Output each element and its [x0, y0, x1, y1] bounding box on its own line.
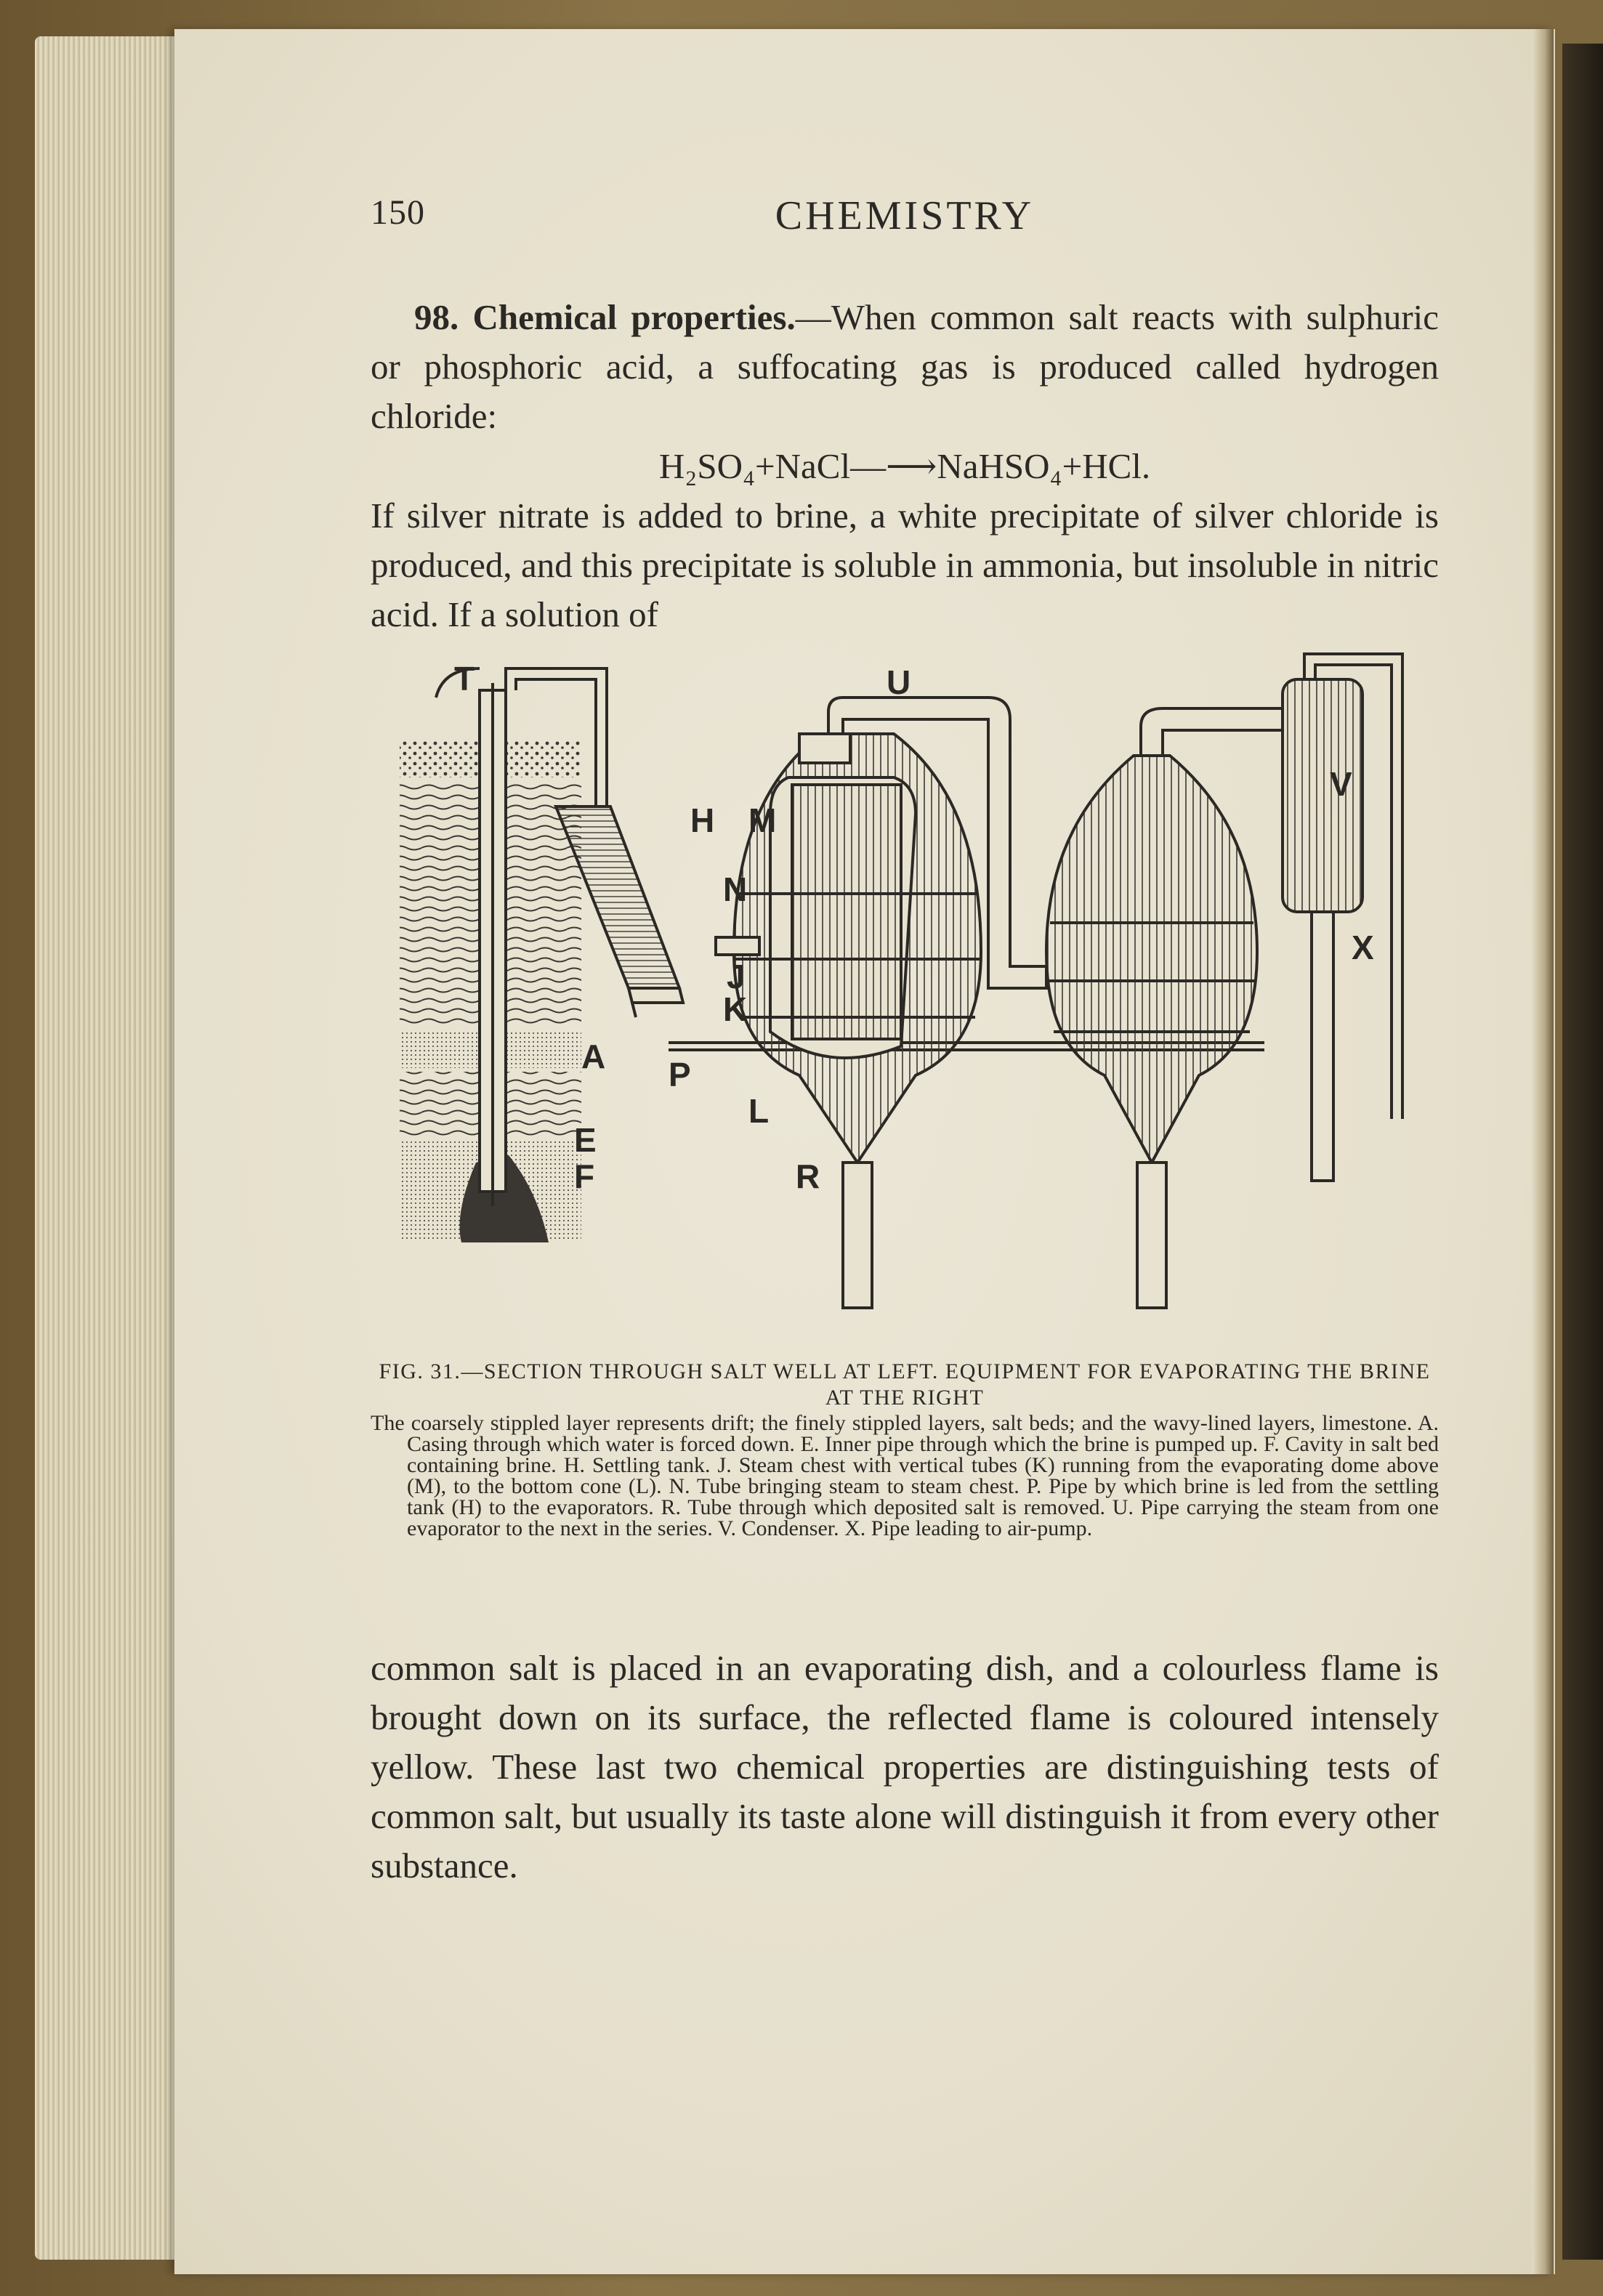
paragraph-silver-nitrate: If silver nitrate is added to brine, a white precipitate of silver chloride is produced, and this precipitate is soluble in ammonia, but insoluble in nitric acid. If a solution of [371, 496, 1439, 634]
label-K: K [723, 990, 748, 1028]
label-E: E [574, 1121, 597, 1159]
label-R: R [796, 1157, 820, 1195]
salt-well-illustration [392, 639, 1424, 1337]
page-header [371, 193, 1439, 243]
label-V: V [1330, 765, 1352, 803]
evaporator-two [1046, 756, 1257, 1308]
section-heading: 98. Chemical properties. [414, 297, 796, 337]
label-J: J [727, 958, 746, 995]
paragraph-flame-test: common salt is placed in an evaporating dish, and a colourless flame is brought down on its surface, the reflected flame is coloured intensely yellow. These last two chemical properties are distinguishing tests of common salt, but usually its taste alone will distinguish it from every other substance. [371, 1648, 1439, 1885]
condenser [1283, 654, 1402, 1181]
label-P: P [669, 1056, 691, 1094]
page-number: 150 [371, 193, 425, 232]
paragraph-chemical-properties [371, 293, 1439, 441]
running-title: CHEMISTRY [775, 193, 1035, 238]
facing-page-edge [1562, 44, 1603, 2260]
chemical-equation: H₂SO₄+NaCl—⟶NaHSO₄+HCl. [658, 446, 1151, 486]
label-H: H [690, 801, 715, 839]
label-A: A [581, 1038, 606, 1075]
label-N: N [723, 870, 748, 908]
figure-caption-body: The coarsely stippled layer represents drift; the finely stippled layers, salt beds; and the wavy-lined layers, limestone. A. Casing through which water is forced down. E. Inner pipe through which the brine is pumped up. F. Cavity in salt bed containing brine. H. Settling tank. J. Steam chest with vertical tubes (K) running from the evaporating dome above (M), to the bottom cone (L). N. Tube bringing steam to steam chest. P. Pipe by which brine is led from the settling tank (H) to the evaporators. R. Tube through which deposited salt is removed. U. Pipe carrying the steam from one evaporator to the next in the series. V. Condenser. X. Pipe leading to air-pump. [371, 1411, 1439, 1540]
label-U: U [887, 663, 911, 701]
page-gutter [1532, 29, 1554, 2274]
condenser-pipe [1141, 708, 1283, 756]
label-L: L [748, 1092, 770, 1130]
label-F: F [574, 1157, 595, 1195]
figure-salt-well-diagram [392, 639, 1424, 1337]
label-M: M [748, 801, 777, 839]
label-T: T [454, 660, 475, 698]
figure-caption-title: FIG. 31.—SECTION THROUGH SALT WELL AT LEFT. EQUIPMENT FOR EVAPORATING THE BRINE AT THE RIGHT [379, 1359, 1431, 1410]
page-edges [35, 36, 187, 2260]
section-intro-text: —When common salt reacts with sulphuric or phosphoric acid, a suffocating gas is produced called hydrogen chloride: [371, 297, 1439, 436]
label-X: X [1352, 929, 1374, 966]
